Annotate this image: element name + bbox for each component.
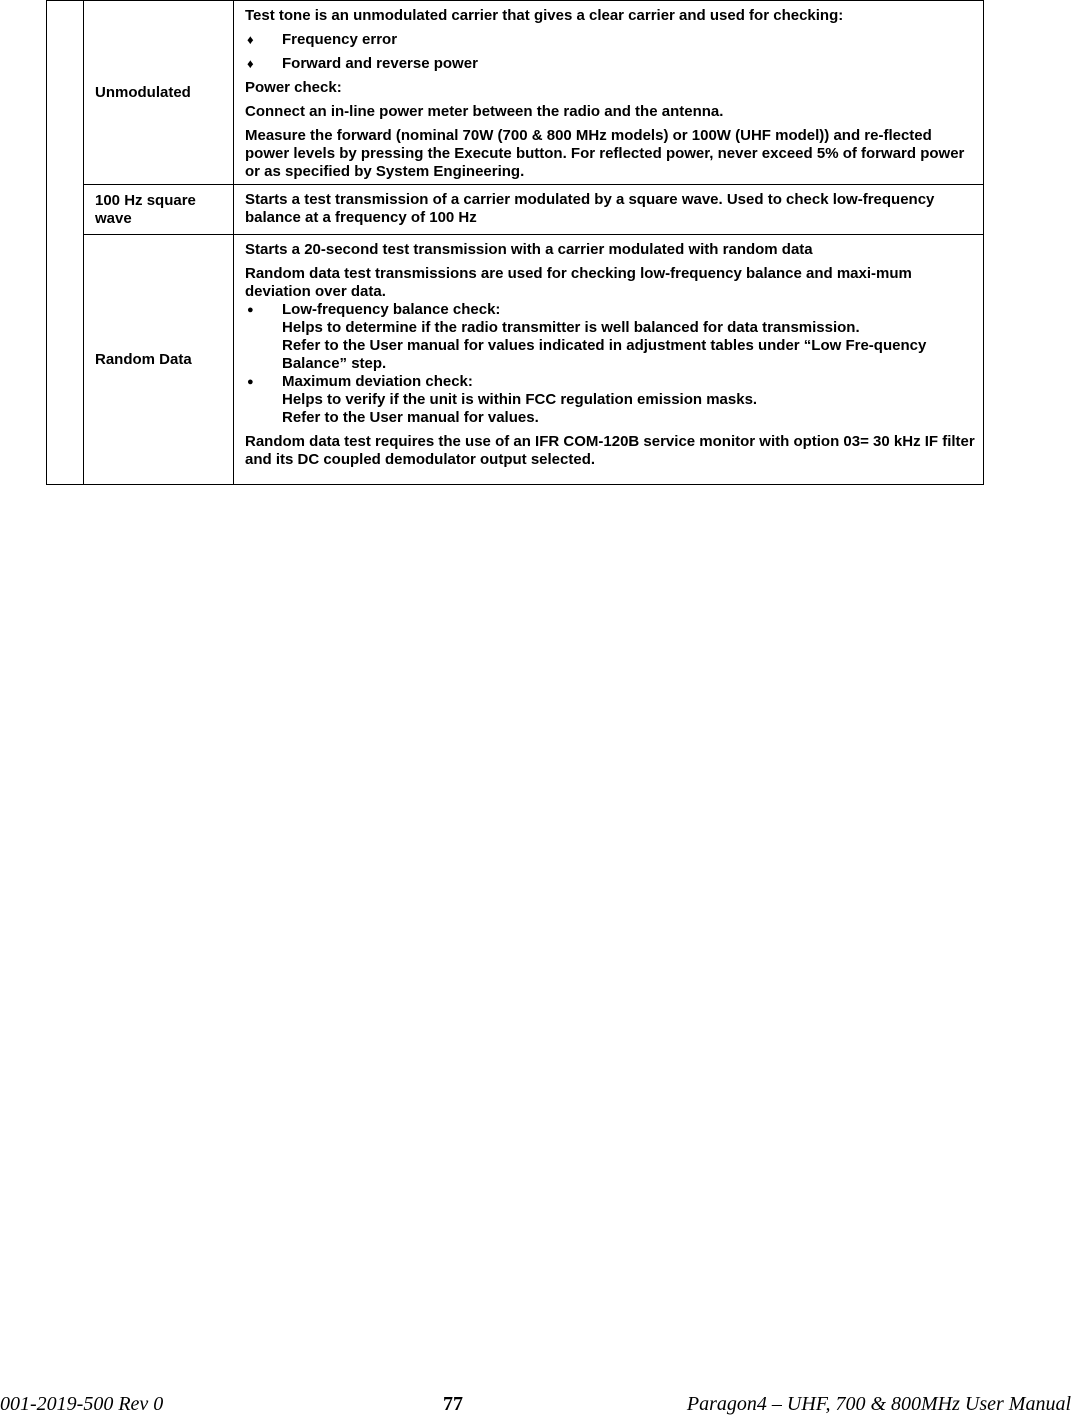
footer-doc-number: 001-2019-500 Rev 0 (0, 1393, 164, 1415)
list-item: ♦ Frequency error (247, 31, 398, 48)
row-description-square-wave: Starts a test transmission of a carrier modulated by a square wave. Used to check low-frequency balance at a frequency of 100 Hz (234, 185, 984, 235)
random-data-intro: Starts a 20-second test transmission with a carrier modulated with random data (245, 241, 813, 258)
table-row (47, 235, 984, 485)
group-cell (47, 1, 84, 485)
unmodulated-intro: Test tone is an unmodulated carrier that gives a clear carrier and used for checking: (245, 7, 844, 24)
row-label-random-data: Random Data (84, 235, 234, 485)
dot-bullet-icon: ● (247, 376, 254, 388)
row-label-unmodulated: Unmodulated (84, 1, 234, 185)
table-row (47, 1, 984, 185)
diamond-bullet-icon: ♦ (247, 32, 254, 47)
random-data-requirement: Random data test requires the use of an IFR COM-120B service monitor with option 03= 30 kHz IF filter and its DC coupled demodulator output selected. (245, 433, 975, 468)
diamond-bullet-icon: ♦ (247, 56, 254, 71)
dot-bullet-icon: ● (247, 304, 254, 316)
list-item: ● Maximum deviation check: Helps to verify if the unit is within FCC regulation emission masks. Refer to the User manual for values. (247, 373, 758, 426)
random-data-purpose: Random data test transmissions are used for checking low-frequency balance and maxi-mum deviation over data. (245, 265, 912, 300)
power-check-heading: Power check: (245, 79, 342, 96)
row-description-unmodulated (234, 1, 984, 185)
power-check-line: Connect an in-line power meter between the radio and the antenna. (245, 103, 724, 120)
list-item: ● Low-frequency balance check: Helps to determine if the radio transmitter is well balanced for data transmission. Refer to the User manual for values indicated in adjustment tables under “Low Fre-quency Balance” step. (247, 301, 927, 372)
row-description-random-data (234, 235, 984, 485)
footer-page-number: 77 (443, 1393, 463, 1415)
test-mode-table (46, 0, 984, 485)
table-row (47, 185, 984, 235)
list-item: ♦ Forward and reverse power (247, 55, 478, 72)
measure-text: Measure the forward (nominal 70W (700 & 800 MHz models) or 100W (UHF model)) and re-flected power levels by pressing the Execute button. For reflected power, never exceed 5% of forward power or as specified by System Engineering. (245, 127, 965, 180)
row-label-square-wave: 100 Hz square wave (84, 185, 234, 235)
footer-manual-title: Paragon4 – UHF, 700 & 800MHz User Manual (686, 1393, 1071, 1415)
